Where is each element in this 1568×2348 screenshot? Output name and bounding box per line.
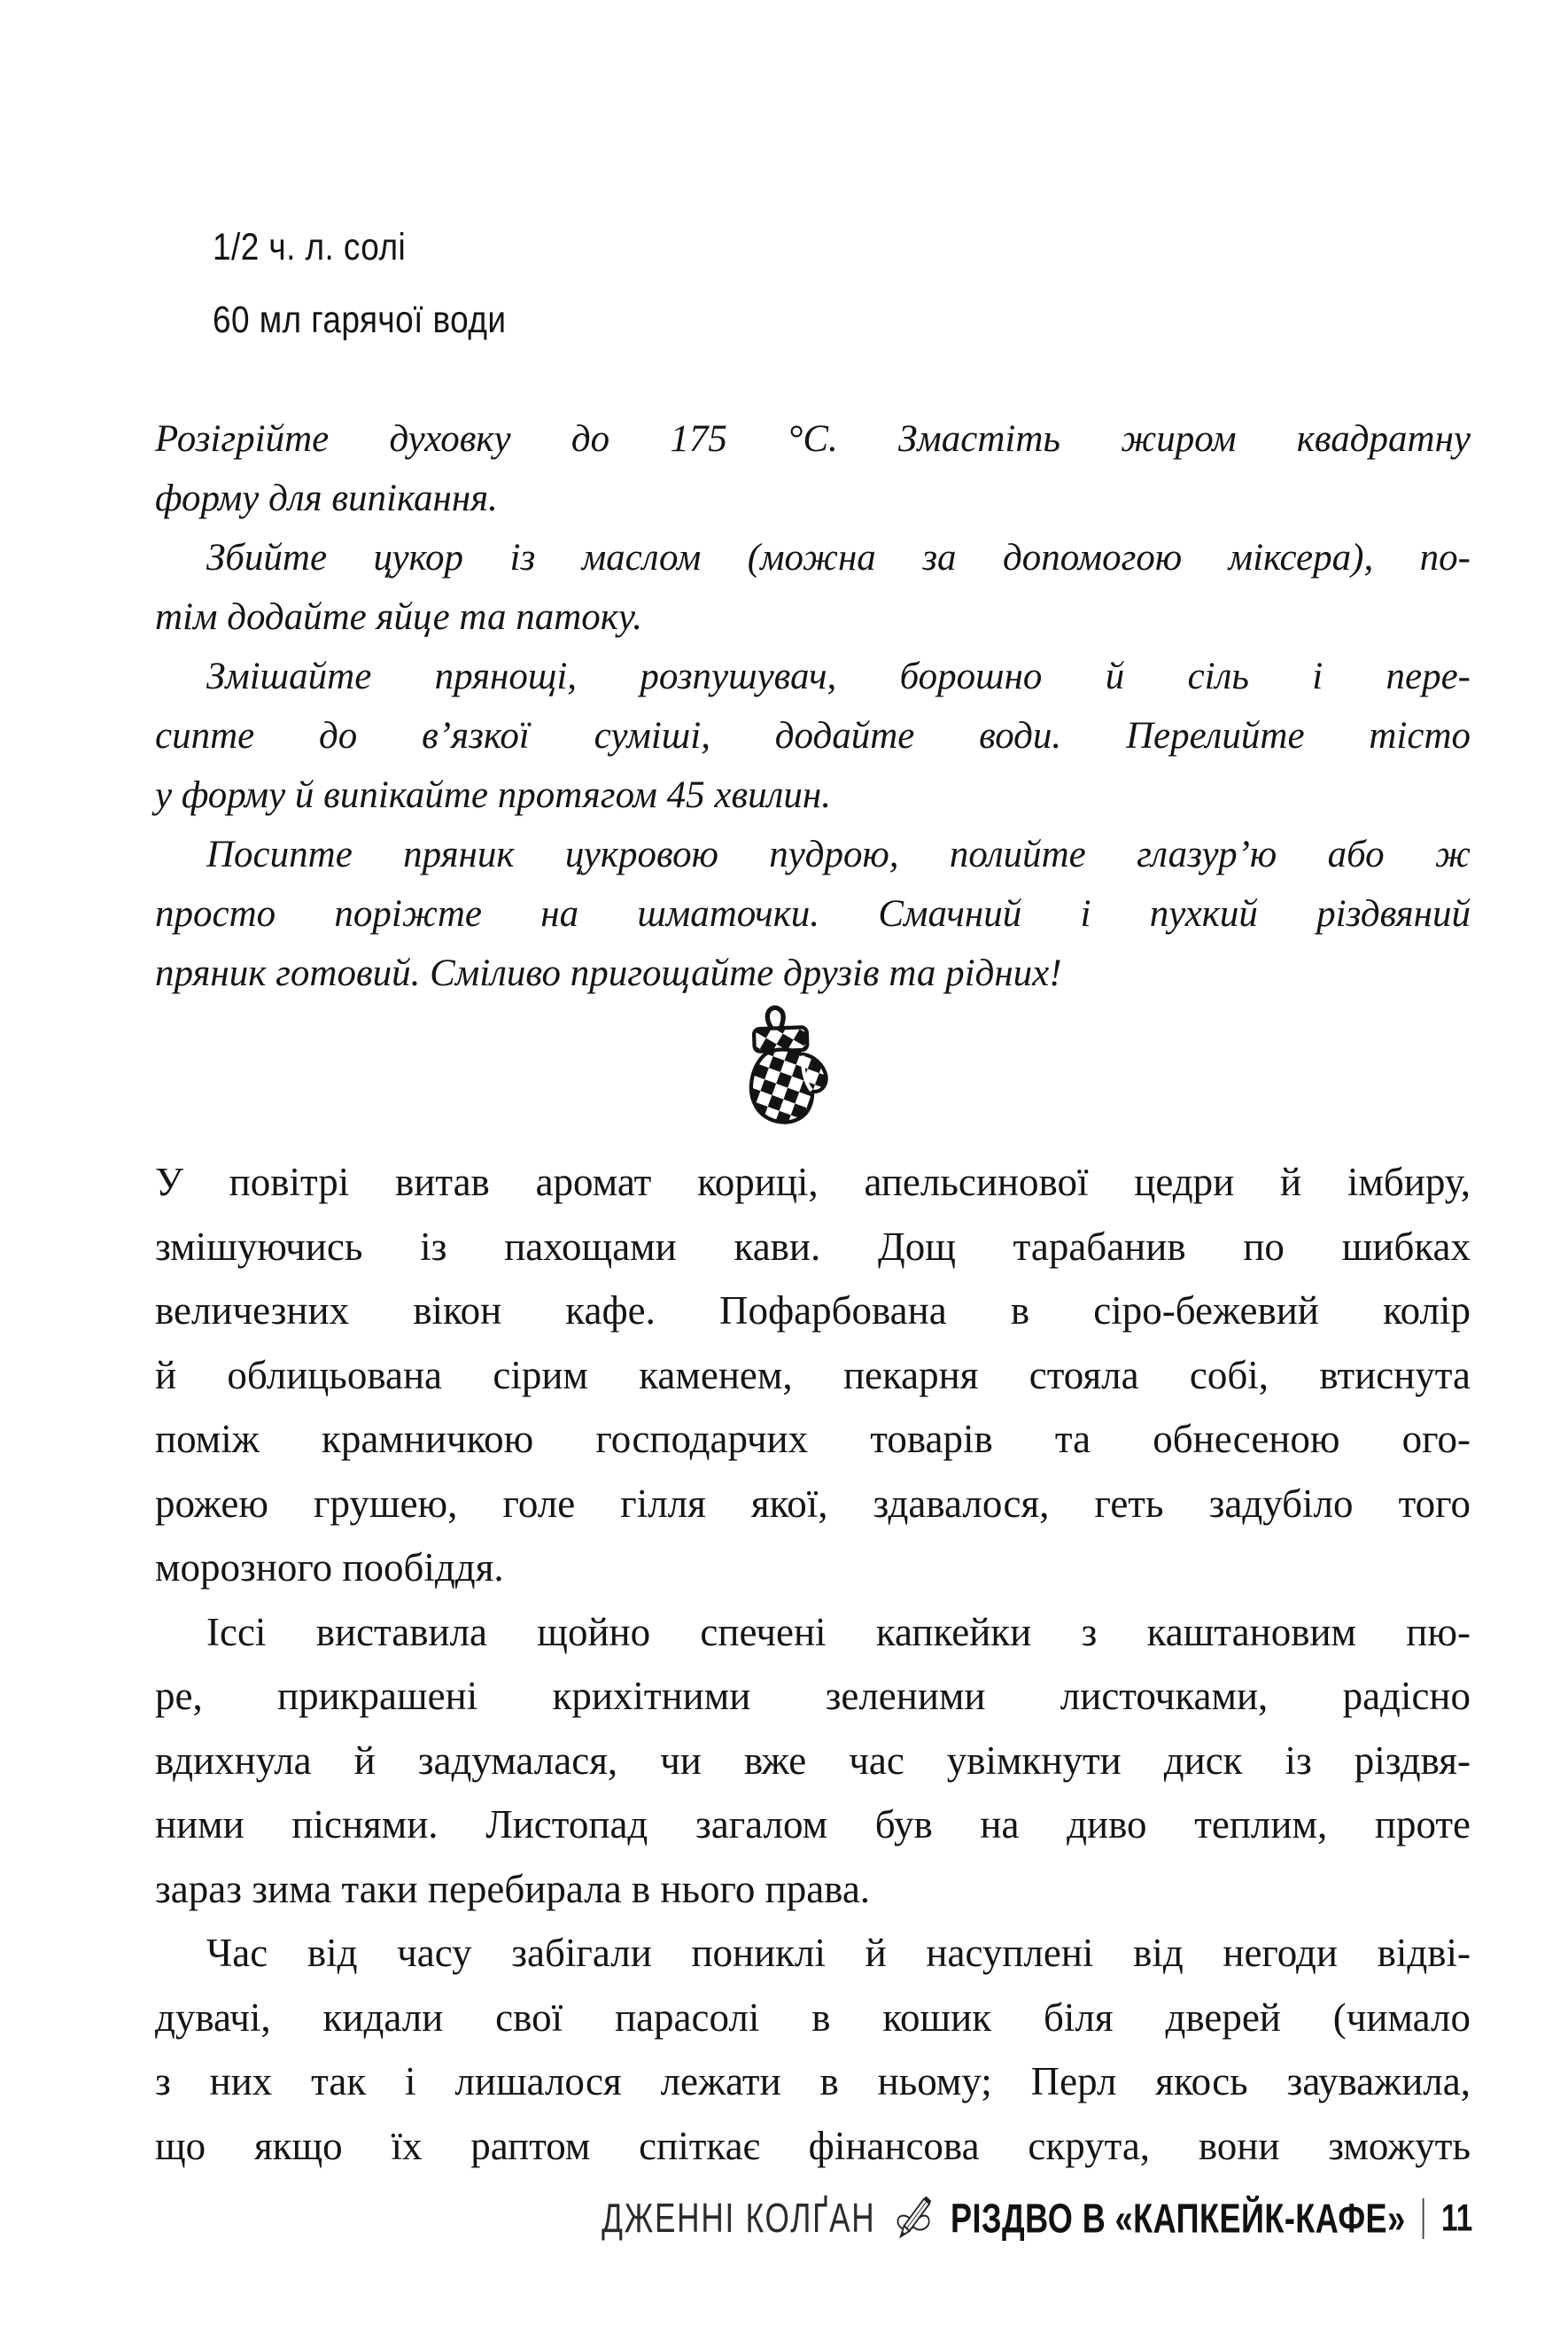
text-line: й облицьована сірим каменем, пекарня стояла собі, втиснута [155, 1352, 1471, 1397]
paragraph [155, 528, 1471, 647]
text-line: ними піснями. Листопад загалом був на диво теплим, проте [155, 1802, 1471, 1847]
recipe-instructions [155, 409, 1471, 1003]
text-line: величезних вікон кафе. Пофарбована в сіро-бежевий колір [155, 1288, 1471, 1333]
running-head-author: ДЖЕННІ КОЛҐАН [601, 2196, 876, 2241]
story-text [155, 1150, 1471, 2178]
paragraph [155, 1921, 1471, 2178]
text-line: Змішайте прянощі, розпушувач, борошно й сіль і пере- [206, 656, 1471, 697]
footer-divider [1423, 2198, 1424, 2239]
running-head-title: РІЗДВО В «КАПКЕЙК-КАФЕ» [950, 2195, 1406, 2242]
running-footer [602, 2190, 1472, 2247]
paragraph [155, 1150, 1471, 1600]
text-line: морозного пообіддя. [155, 1545, 504, 1590]
text-line: дувачі, кидали свої парасолі в кошик біля дверей (чимало [155, 1994, 1471, 2040]
paragraph [155, 1600, 1471, 1922]
ingredient-item: 1/2 ч. л. солі [213, 226, 407, 268]
text-line: змішуючись із пахощами кави. Дощ тарабанив по шибках [155, 1224, 1471, 1269]
text-line: Іссі виставила щойно спечені капкейки з каштановим пю- [206, 1609, 1471, 1654]
text-line: форму для випікання. [155, 478, 498, 519]
text-line: просто поріжте на шматочки. Смачний і пухкий різдвяний [155, 893, 1471, 935]
text-line: Збийте цукор із маслом (можна за допомогою міксера), по- [206, 537, 1471, 579]
ingredient-list [213, 211, 506, 356]
text-line: Посипте пряник цукровою пудрою, полийте глазур’ю або ж [206, 834, 1471, 875]
text-line: тім додайте яйце та патоку. [155, 596, 643, 638]
text-line: що якщо їх раптом спіткає фінансова скрута, вони зможуть [155, 2123, 1471, 2168]
text-line: вдихнула й задумалася, чи вже час увімкнути диск із різдвя- [155, 1738, 1471, 1783]
text-line: рожею грушею, голе гілля якої, здавалося, геть задубіло того [155, 1481, 1471, 1526]
text-line: у форму й випікайте протягом 45 хвилин. [155, 774, 831, 816]
text-line: з них так і лишалося лежати в ньому; Перл якось зауважила, [155, 2059, 1471, 2103]
text-line: Час від часу забігали пониклі й насуплені від негоди відві- [206, 1931, 1471, 1975]
paragraph [155, 647, 1471, 825]
text-line: ре, прикрашені крихітними зеленими листочками, радісно [155, 1674, 1471, 1718]
text-line: пряник готовий. Сміливо пригощайте друзів та рідних! [155, 952, 1062, 994]
text-line: У повітрі витав аромат кориці, апельсинової цедри й імбиру, [155, 1160, 1471, 1204]
paragraph [155, 409, 1471, 528]
text-line: зараз зима таки перебирала в нього права. [155, 1866, 871, 1911]
paragraph [155, 825, 1471, 1003]
ingredient-item: 60 мл гарячої води [213, 299, 507, 341]
text-line: поміж крамничкою господарчих товарів та обнесеною ого- [155, 1417, 1471, 1461]
text-line: сипте до в’язкої суміші, додайте води. Перелийте тісто [155, 715, 1471, 757]
pencil-heart-icon [888, 2190, 937, 2247]
oven-mitt-icon [726, 999, 842, 1141]
text-line: Розігрійте духовку до 175 °С. Змастіть жиром квадратну [155, 418, 1471, 460]
page-number: 11 [1440, 2196, 1472, 2239]
